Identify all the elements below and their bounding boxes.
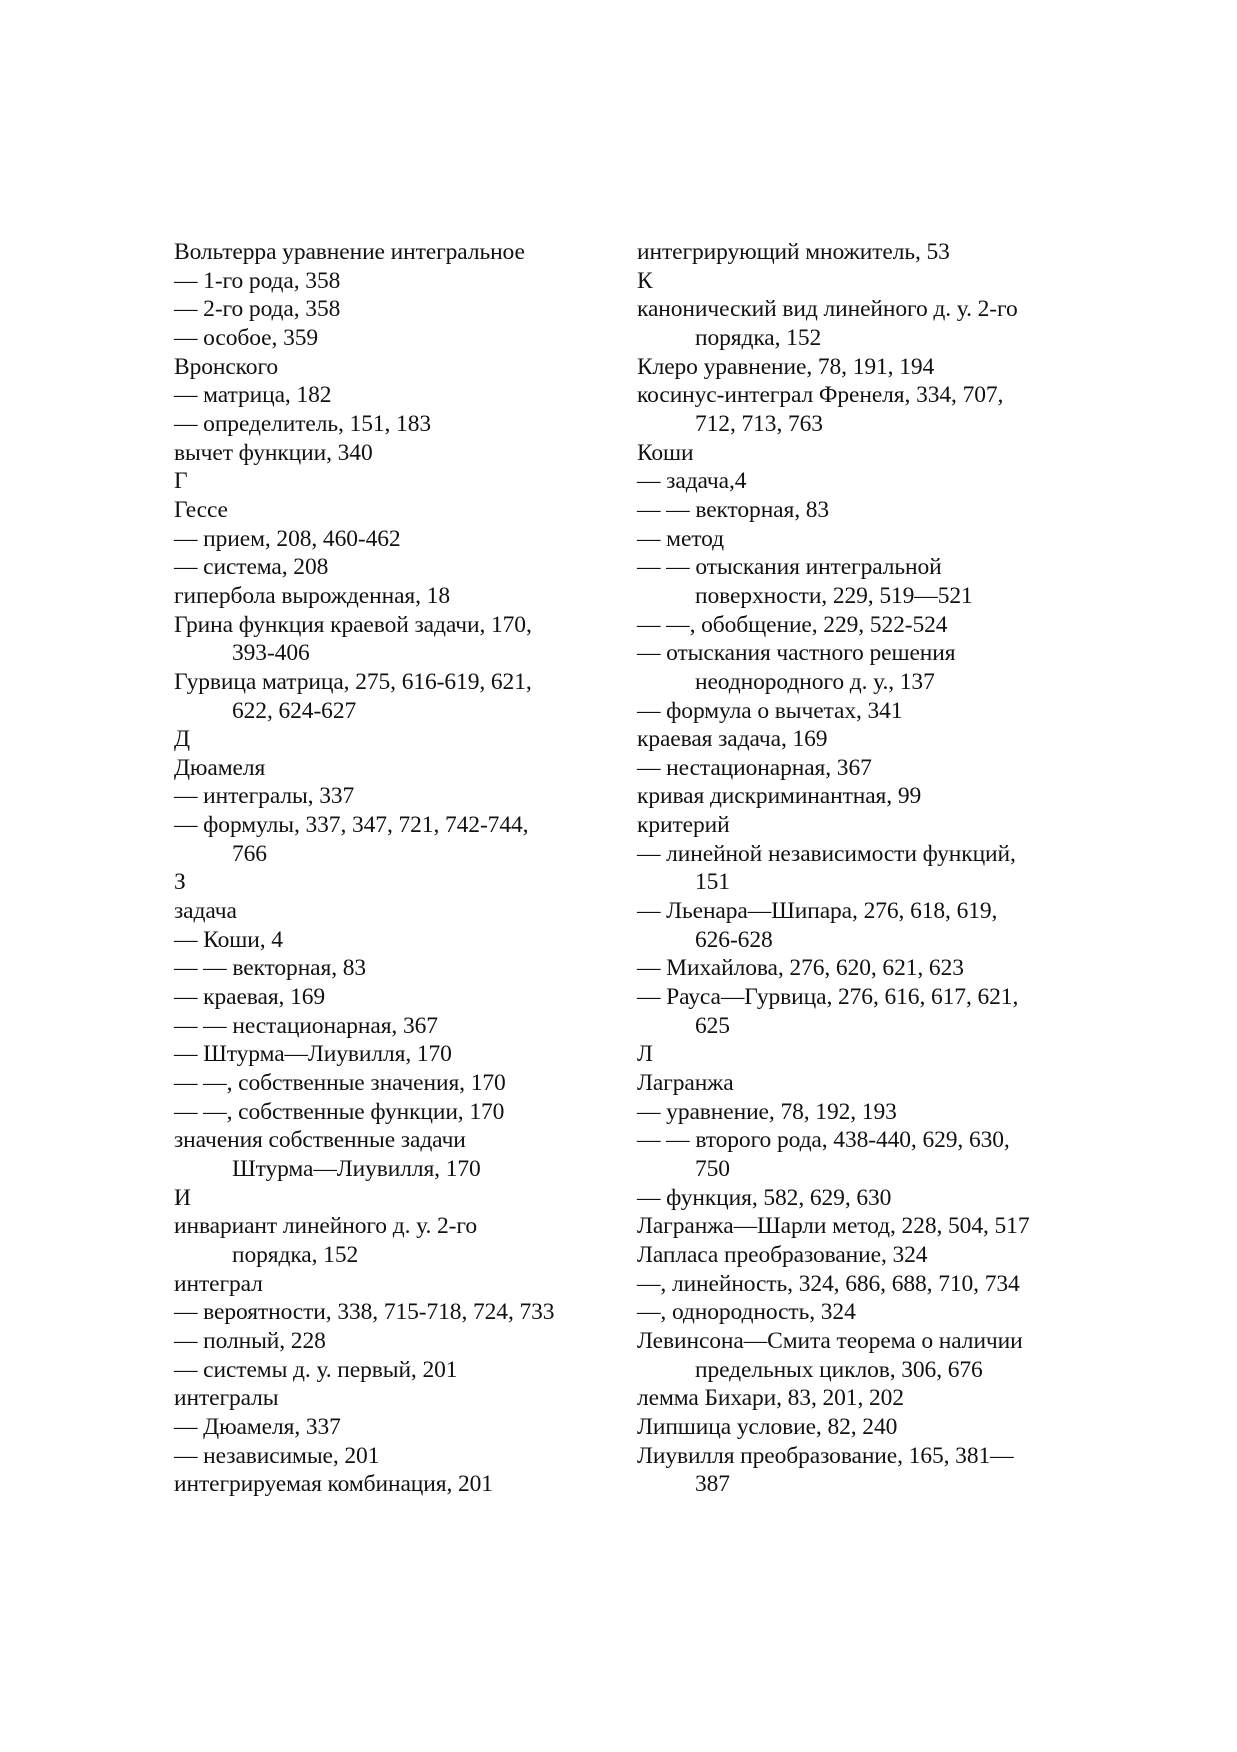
index-entry: Дюамеля: [174, 754, 266, 781]
index-entry: — вероятности, 338, 715-718, 724, 733: [174, 1299, 555, 1326]
index-entry-continuation: 712, 713, 763: [695, 410, 823, 437]
index-entry: канонический вид линейного д. у. 2-го: [637, 296, 1018, 323]
index-entry: Клеро уравнение, 78, 191, 194: [637, 353, 935, 380]
index-entry: Л: [637, 1041, 653, 1068]
index-entry: — линейной независимости функций,: [637, 840, 1016, 867]
index-entry: Лагранжа: [637, 1070, 734, 1097]
index-entry: интегрирующий множитель, 53: [637, 239, 950, 265]
index-entry-continuation: 626-628: [695, 926, 773, 953]
index-entry: Липшица условие, 82, 240: [637, 1413, 898, 1440]
index-entry: — —, собственные значения, 170: [174, 1070, 506, 1097]
index-entry-continuation: 625: [695, 1012, 730, 1039]
index-entry: интегралы: [174, 1385, 279, 1412]
index-entry: — уравнение, 78, 192, 193: [637, 1098, 897, 1125]
index-entry: интеграл: [174, 1270, 263, 1297]
index-entry: — краевая, 169: [174, 984, 326, 1011]
index-entry: Коши: [637, 439, 694, 466]
index-entry: — формулы, 337, 347, 721, 742-744,: [174, 812, 529, 839]
index-entry-continuation: 750: [695, 1156, 730, 1182]
index-entry: — Коши, 4: [174, 926, 283, 953]
index-entry: К: [637, 267, 653, 294]
index-entry: вычет функции, 340: [174, 439, 373, 466]
index-entry: — Михайлова, 276, 620, 621, 623: [637, 955, 964, 982]
index-column-left: [174, 238, 614, 1499]
index-entry: — функция, 582, 629, 630: [637, 1184, 892, 1211]
index-entry: — Штурма—Лиувилля, 170: [174, 1041, 452, 1068]
index-entry: — независимые, 201: [174, 1442, 380, 1469]
index-entry: — 1-го рода, 358: [174, 267, 341, 294]
index-entry-continuation: 622, 624-627: [232, 697, 357, 724]
index-entry: Лагранжа—Шарли метод, 228, 504, 517: [637, 1213, 1030, 1240]
index-entry: —, однородность, 324: [637, 1299, 856, 1326]
index-entry: краевая задача, 169: [637, 726, 828, 753]
index-entry: критерий: [637, 812, 730, 839]
index-entry: — системы д. у. первый, 201: [174, 1356, 458, 1383]
index-entry-continuation: предельных циклов, 306, 676: [695, 1356, 983, 1383]
index-entry: — — векторная, 83: [174, 955, 367, 982]
index-entry: инвариант линейного д. у. 2-го: [174, 1213, 477, 1240]
index-entry: — —, собственные функции, 170: [174, 1098, 505, 1125]
index-entry: — матрица, 182: [174, 382, 332, 409]
index-entry-continuation: порядка, 152: [232, 1241, 359, 1268]
index-entry: — прием, 208, 460-462: [174, 525, 401, 552]
index-entry: — Льенара—Шипара, 276, 618, 619,: [637, 898, 998, 925]
index-entry: Д: [174, 726, 190, 753]
index-entry: — определитель, 151, 183: [174, 410, 432, 437]
index-entry: Левинсона—Смита теорема о наличии: [637, 1327, 1023, 1354]
index-entry-continuation: 387: [695, 1471, 730, 1498]
index-entry: И: [174, 1184, 191, 1211]
index-entry: Лиувилля преобразование, 165, 381—: [637, 1442, 1014, 1469]
index-column-right: [637, 238, 1077, 1499]
index-entry: значения собственные задачи: [174, 1127, 466, 1154]
index-entry: — система, 208: [174, 554, 329, 581]
index-entry-continuation: неоднородного д. у., 137: [695, 668, 935, 695]
index-entry: —, линейность, 324, 686, 688, 710, 734: [637, 1270, 1020, 1297]
index-entry: — нестационарная, 367: [637, 754, 872, 781]
index-entry: косинус-интеграл Френеля, 334, 707,: [637, 382, 1004, 409]
index-entry: Гурвица матрица, 275, 616-619, 621,: [174, 668, 532, 695]
index-entry: — задача,4: [637, 468, 747, 495]
index-entry: Г: [174, 468, 188, 495]
index-entry: Грина функция краевой задачи, 170,: [174, 611, 532, 638]
index-entry: — интегралы, 337: [174, 783, 355, 810]
index-entry: — полный, 228: [174, 1327, 326, 1354]
index-entry: задача: [174, 898, 237, 925]
index-entry-continuation: поверхности, 229, 519—521: [695, 582, 973, 609]
index-entry: Гессе: [174, 496, 228, 523]
index-entry: — Дюамеля, 337: [174, 1413, 341, 1440]
index-entry: Вронского: [174, 353, 279, 380]
index-entry: кривая дискриминантная, 99: [637, 783, 922, 810]
index-entry: гипербола вырожденная, 18: [174, 582, 450, 609]
index-entry: — метод: [637, 525, 724, 552]
index-entry: — — отыскания интегральной: [637, 554, 942, 581]
index-entry: — отыскания частного решения: [637, 640, 956, 667]
index-entry: интегрируемая комбинация, 201: [174, 1471, 493, 1498]
index-entry: Вольтерра уравнение интегральное: [174, 239, 525, 265]
index-entry: лемма Бихари, 83, 201, 202: [637, 1385, 904, 1412]
index-entry-continuation: порядка, 152: [695, 324, 822, 351]
index-entry: — — второго рода, 438-440, 629, 630,: [637, 1127, 1010, 1154]
index-entry: — — векторная, 83: [637, 496, 830, 523]
index-entry-continuation: 151: [695, 869, 730, 896]
index-entry: — формула о вычетах, 341: [637, 697, 903, 724]
index-entry-continuation: Штурма—Лиувилля, 170: [232, 1156, 481, 1182]
index-entry-continuation: 766: [232, 840, 267, 867]
index-entry: — Рауса—Гурвица, 276, 616, 617, 621,: [637, 984, 1019, 1011]
index-entry-continuation: 393-406: [232, 640, 310, 667]
index-entry: — особое, 359: [174, 324, 319, 351]
index-entry: — 2-го рода, 358: [174, 296, 341, 323]
index-entry: З: [174, 869, 186, 896]
index-entry: Лапласа преобразование, 324: [637, 1241, 928, 1268]
index-entry: — —, обобщение, 229, 522-524: [637, 611, 948, 638]
index-entry: — — нестационарная, 367: [174, 1012, 438, 1039]
